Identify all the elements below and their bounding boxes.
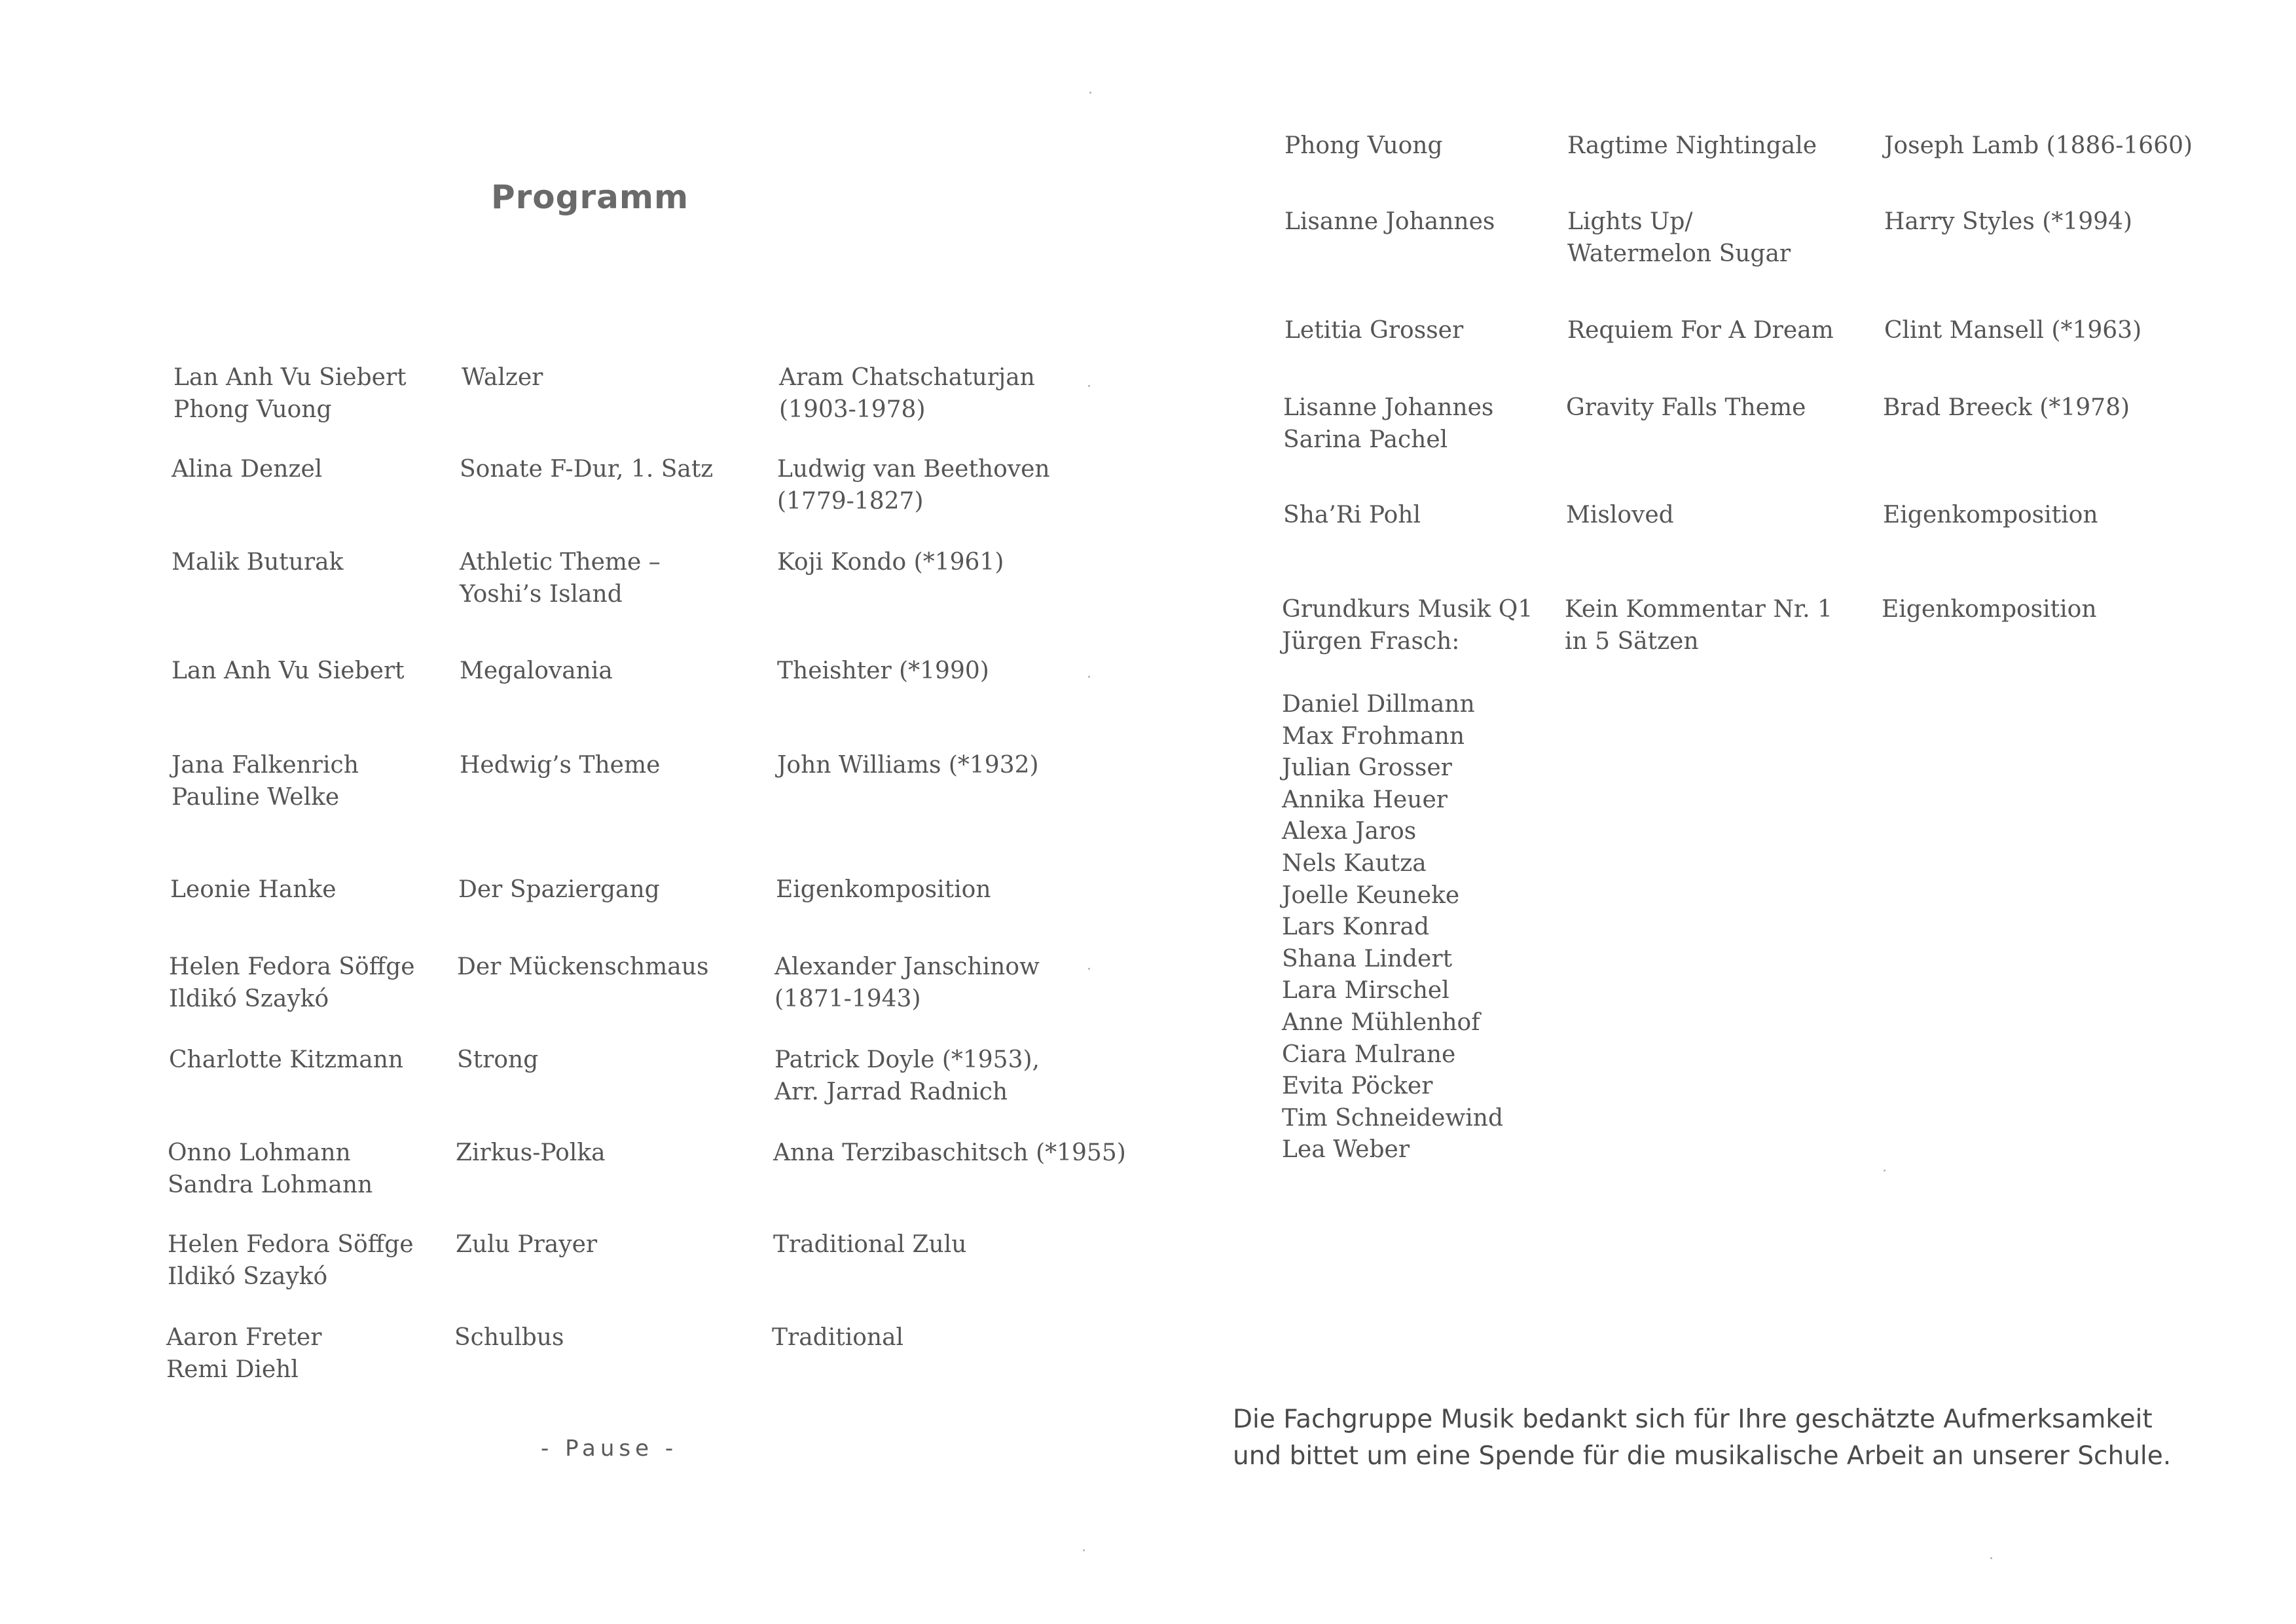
piece-cell (1567, 206, 1791, 270)
performer-cell (166, 1321, 321, 1386)
course-member: Anne Mühlenhof (1282, 1008, 1480, 1036)
thanks-line-2: und bittet um eine Spende für die musikalische Arbeit an unserer Schule. (1233, 1441, 2172, 1471)
course-member: Annika Heuer (1282, 786, 1448, 813)
composer-cell (1883, 392, 2130, 424)
composer-line: John Williams (*1932) (777, 752, 1039, 779)
performer-cell (168, 1228, 414, 1293)
piece-line: Sonate F-Dur, 1. Satz (460, 456, 714, 483)
piece-line: Watermelon Sugar (1567, 240, 1791, 267)
piece-cell (454, 1321, 564, 1354)
course-member: Lara Mirschel (1282, 977, 1449, 1005)
scan-speck (1089, 92, 1091, 94)
composer-cell (1884, 130, 2193, 162)
piece-cell (457, 1044, 538, 1076)
scan-speck (1088, 968, 1090, 970)
performer-cell (172, 453, 322, 485)
performer-line: Grundkurs Musik Q1 (1282, 596, 1533, 623)
composer-line: Eigenkomposition (1883, 502, 2098, 528)
piece-line: Athletic Theme – (460, 549, 661, 576)
piece-line: Der Spaziergang (458, 876, 660, 903)
performer-cell (1283, 499, 1421, 531)
composer-cell (773, 1228, 966, 1261)
composer-line: Theishter (*1990) (777, 657, 989, 684)
composer-cell (779, 361, 1035, 426)
course-member: Max Frohmann (1282, 722, 1465, 750)
performer-line: Lan Anh Vu Siebert (172, 657, 405, 684)
composer-line: Traditional Zulu (773, 1231, 967, 1258)
course-member: Alexa Jaros (1282, 818, 1417, 845)
composer-line: Ludwig van Beethoven (777, 456, 1050, 483)
piece-line: in 5 Sätzen (1565, 628, 1699, 655)
composer-line: Arr. Jarrad Radnich (774, 1079, 1008, 1105)
performer-line: Alina Denzel (172, 456, 323, 483)
piece-line: Zulu Prayer (456, 1231, 598, 1258)
pause-label: - Pause - (541, 1435, 678, 1462)
performer-line: Leonie Hanke (170, 876, 337, 903)
piece-cell (460, 749, 660, 781)
thanks-note (1233, 1401, 2215, 1475)
performer-line: Jürgen Frasch: (1282, 628, 1460, 655)
performer-line: Letitia Grosser (1285, 317, 1464, 344)
performer-line: Ildikó Szaykó (169, 986, 329, 1012)
composer-line: Anna Terzibaschitsch (*1955) (773, 1139, 1126, 1166)
course-member: Julian Grosser (1282, 754, 1452, 782)
performer-line: Sarina Pachel (1283, 426, 1448, 453)
composer-cell (1883, 499, 2098, 531)
composer-cell (777, 453, 1050, 517)
course-member: Joelle Keuneke (1282, 881, 1460, 909)
performer-line: Lisanne Johannes (1285, 208, 1495, 235)
composer-cell (772, 1321, 903, 1354)
course-member: Lars Konrad (1282, 913, 1429, 941)
thanks-line-1: Die Fachgruppe Musik bedankt sich für Ihre geschätzte Aufmerksamkeit (1233, 1405, 2153, 1434)
composer-cell (1884, 206, 2132, 238)
performer-line: Sha’Ri Pohl (1283, 502, 1421, 528)
course-member: Nels Kautza (1282, 849, 1427, 877)
composer-line: Brad Breeck (*1978) (1883, 394, 2130, 421)
piece-cell (1566, 392, 1806, 424)
composer-cell (774, 1044, 1040, 1108)
composer-line: Patrick Doyle (*1953), (774, 1046, 1040, 1073)
course-member: Shana Lindert (1282, 945, 1453, 972)
composer-cell (777, 546, 1004, 578)
composer-line: Eigenkomposition (1882, 596, 2097, 623)
performer-cell (169, 1044, 403, 1076)
course-member: Daniel Dillmann (1282, 691, 1475, 718)
composer-line: (1903-1978) (779, 396, 926, 423)
piece-line: Hedwig’s Theme (460, 752, 661, 779)
performer-cell (1285, 206, 1495, 238)
course-member-list (1282, 689, 1503, 1166)
performer-cell (172, 546, 343, 578)
piece-line: Yoshi’s Island (460, 581, 623, 608)
piece-cell (1567, 130, 1817, 162)
course-member: Ciara Mulrane (1282, 1041, 1456, 1068)
piece-cell (1566, 499, 1674, 531)
composer-cell (1884, 314, 2141, 346)
performer-cell (1282, 593, 1533, 657)
scan-speck (1990, 1557, 1992, 1559)
performer-line: Phong Vuong (1285, 132, 1443, 159)
piece-line: Gravity Falls Theme (1566, 394, 1806, 421)
performer-cell (169, 951, 415, 1015)
scan-speck (1088, 676, 1090, 678)
piece-cell (460, 546, 661, 610)
performer-line: Lan Anh Vu Siebert (173, 364, 407, 391)
piece-line: Requiem For A Dream (1567, 317, 1834, 344)
composer-line: Eigenkomposition (776, 876, 991, 903)
piece-cell (460, 453, 713, 485)
performer-line: Helen Fedora Söffge (168, 1231, 414, 1258)
performer-line: Remi Diehl (166, 1356, 299, 1383)
piece-line: Der Mückenschmaus (457, 953, 709, 980)
composer-line: Traditional (772, 1324, 904, 1351)
piece-cell (458, 874, 660, 906)
performer-line: Ildikó Szaykó (168, 1263, 328, 1290)
performer-line: Jana Falkenrich (172, 752, 359, 779)
performer-line: Onno Lohmann (168, 1139, 351, 1166)
composer-cell (1882, 593, 2097, 625)
scan-speck (1083, 1549, 1085, 1551)
composer-line: (1871-1943) (774, 986, 921, 1012)
performer-cell (173, 361, 407, 426)
performer-line: Charlotte Kitzmann (169, 1046, 404, 1073)
composer-cell (777, 655, 989, 687)
piece-cell (462, 361, 543, 394)
composer-cell (773, 1137, 1126, 1169)
performer-cell (170, 874, 337, 906)
performer-line: Sandra Lohmann (168, 1172, 373, 1198)
piece-cell (1565, 593, 1832, 657)
performer-cell (168, 1137, 373, 1201)
performer-cell (1285, 130, 1443, 162)
piece-line: Lights Up/ (1567, 208, 1693, 235)
composer-cell (777, 749, 1039, 781)
piece-line: Ragtime Nightingale (1567, 132, 1817, 159)
composer-line: Koji Kondo (*1961) (777, 549, 1004, 576)
course-member: Evita Pöcker (1282, 1073, 1433, 1100)
scan-speck (1884, 1170, 1886, 1172)
scan-speck (1088, 385, 1090, 387)
performer-line: Malik Buturak (172, 549, 344, 576)
piece-line: Kein Kommentar Nr. 1 (1565, 596, 1832, 623)
course-member: Lea Weber (1282, 1136, 1410, 1164)
performer-line: Lisanne Johannes (1283, 394, 1494, 421)
performer-line: Helen Fedora Söffge (169, 953, 415, 980)
performer-cell (1285, 314, 1463, 346)
performer-cell (172, 655, 405, 687)
course-member: Tim Schneidewind (1282, 1104, 1504, 1132)
performer-line: Aaron Freter (166, 1324, 322, 1351)
composer-cell (774, 951, 1040, 1015)
piece-line: Schulbus (454, 1324, 564, 1351)
piece-cell (1567, 314, 1834, 346)
piece-cell (457, 951, 708, 983)
piece-cell (456, 1137, 606, 1169)
composer-line: Aram Chatschaturjan (779, 364, 1035, 391)
page-title: Programm (491, 178, 689, 216)
performer-cell (172, 749, 359, 813)
composer-line: Joseph Lamb (1886-1660) (1884, 132, 2193, 159)
composer-line: (1779-1827) (777, 488, 924, 515)
composer-line: Clint Mansell (*1963) (1884, 317, 2142, 344)
piece-line: Strong (457, 1046, 539, 1073)
piece-cell (460, 655, 613, 687)
piece-cell (456, 1228, 597, 1261)
piece-line: Megalovania (460, 657, 613, 684)
composer-cell (776, 874, 991, 906)
piece-line: Walzer (462, 364, 543, 391)
performer-line: Pauline Welke (172, 784, 340, 811)
performer-line: Phong Vuong (173, 396, 332, 423)
composer-line: Alexander Janschinow (774, 953, 1040, 980)
piece-line: Zirkus-Polka (456, 1139, 606, 1166)
performer-cell (1283, 392, 1493, 456)
composer-line: Harry Styles (*1994) (1884, 208, 2132, 235)
piece-line: Misloved (1566, 502, 1674, 528)
